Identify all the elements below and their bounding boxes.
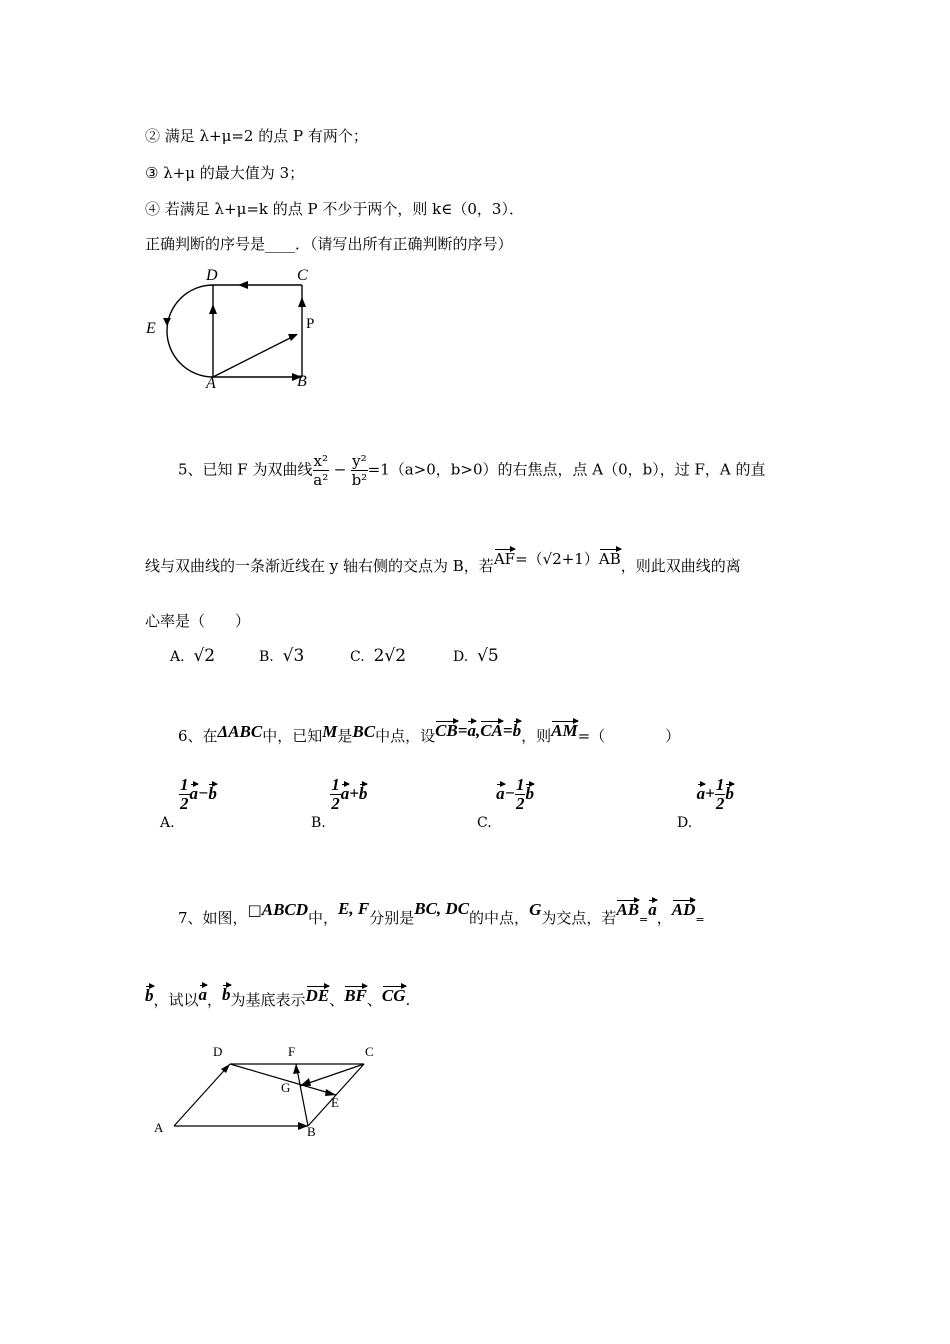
q6-text: 是 <box>337 727 353 745</box>
option-value: 2√2 <box>373 646 407 666</box>
q7-figure <box>150 1040 390 1140</box>
option-label: C. <box>477 814 492 831</box>
q4-item-3: ③ λ+μ 的最大值为 3； <box>145 164 305 182</box>
option-value: √2 <box>193 646 216 666</box>
q7-text: 为基底表示 <box>230 991 306 1009</box>
option-value: √3 <box>282 646 305 666</box>
q6-option-b[interactable] <box>311 775 368 831</box>
q5-line-3: 心率是（ ） <box>145 612 251 630</box>
q7-text: ，试以 <box>153 991 199 1009</box>
vector-b: b <box>208 783 217 803</box>
q4-figure <box>140 262 330 392</box>
vector-CB: CB <box>435 721 458 740</box>
option-label: C. <box>350 649 365 665</box>
q7-line-1 <box>178 899 705 930</box>
label-C: C <box>297 267 308 284</box>
q5-text: =1（a>0，b>0）的右焦点，点 A（0，b），过 F，A 的直 <box>367 460 766 479</box>
vector-b: b <box>725 783 734 803</box>
parallelogram-symbol: □ <box>247 901 262 919</box>
q7-text: ， <box>207 991 223 1009</box>
q5-option-a[interactable] <box>170 646 215 666</box>
vector-AM: AM <box>551 721 578 740</box>
q7-text: 7、如图， <box>178 909 248 927</box>
label-F: F <box>288 1044 296 1059</box>
q5-option-c[interactable] <box>350 646 406 666</box>
label-A: A <box>206 375 216 392</box>
label-E: E <box>331 1095 339 1110</box>
q5-text: =（√2+1） <box>515 550 599 568</box>
op: + <box>705 783 715 803</box>
vector-AD: AD <box>671 900 696 919</box>
q6-vector-def <box>435 721 521 740</box>
q7-text: 、 <box>329 991 345 1009</box>
parallelogram-abcd: ABCD <box>261 900 309 919</box>
op: + <box>349 783 359 803</box>
triangle-abc: ΔABC <box>217 722 263 741</box>
q6-option-c[interactable] <box>477 775 534 831</box>
option-label: B. <box>311 814 326 831</box>
q6-text: 6、在 <box>178 727 218 745</box>
vector-AB: AB <box>598 550 621 568</box>
label-C: C <box>365 1044 374 1059</box>
q5-text: ，则此双曲线的离 <box>620 557 741 575</box>
q6-option-a[interactable] <box>160 775 217 831</box>
q6-option-d[interactable] <box>677 775 734 831</box>
fraction-y2-b2 <box>351 452 368 489</box>
option-label: B. <box>259 649 274 665</box>
frac-num: y² <box>352 452 367 470</box>
q7-text: 的中点， <box>469 909 530 927</box>
q5-line-1 <box>178 452 766 489</box>
q7-text: . <box>405 991 411 1009</box>
comma: , <box>475 721 481 740</box>
frac-num: x² <box>313 452 328 470</box>
q7-text: 中， <box>308 909 339 927</box>
q7-text: 分别是 <box>369 909 415 927</box>
label-D: D <box>213 1044 223 1059</box>
option-label: D. <box>677 814 693 831</box>
q5-text: 5、已知 F 为双曲线 <box>178 460 313 479</box>
vector-b: b <box>525 783 534 803</box>
q7-text: 为交点，若 <box>541 909 617 927</box>
q4-item-4: ④ 若满足 λ+μ=k 的点 P 不少于两个，则 k∈（0，3）． <box>145 200 524 218</box>
vector-BF: BF <box>344 986 367 1005</box>
coef-half: $\frac{1}{2}$ <box>180 775 189 813</box>
vector-AB: AB <box>616 900 640 919</box>
label-D: D <box>206 267 218 284</box>
option-label: D. <box>453 649 469 665</box>
point-m: M <box>322 722 338 741</box>
option-label: A. <box>170 649 185 665</box>
option-label: A. <box>160 814 175 831</box>
q4-item-2: ② 满足 λ+μ=2 的点 P 有两个； <box>145 127 368 145</box>
eq: = <box>502 721 513 740</box>
vector-a: a <box>696 783 706 803</box>
vector-CG: CG <box>381 986 406 1005</box>
vector-CA: CA <box>480 721 503 740</box>
q6-text: 中，已知 <box>262 727 323 745</box>
label-E: E <box>146 320 156 337</box>
label-G: G <box>281 1080 291 1095</box>
vector-a: a <box>496 783 505 803</box>
vector-a: a <box>198 985 208 1004</box>
q6-stem <box>178 721 681 746</box>
eq: = <box>695 913 705 926</box>
q5-text: 线与双曲线的一条渐近线在 y 轴右侧的交点为 B，若 <box>145 557 494 575</box>
segment-bc: BC <box>352 722 376 741</box>
vector-b: b <box>512 721 522 740</box>
q6-text: =（ ） <box>577 727 681 745</box>
vector-a: a <box>189 783 199 803</box>
coef-half: $\frac{1}{2}$ <box>331 775 340 813</box>
vector-b: b <box>358 783 368 803</box>
vector-DE: DE <box>305 986 330 1005</box>
q7-text: ， <box>656 909 672 927</box>
op: − <box>504 783 515 803</box>
q5-option-b[interactable] <box>259 646 304 666</box>
coef-half: $\frac{1}{2}$ <box>515 775 525 813</box>
eq: = <box>639 913 649 926</box>
vector-a: a <box>467 721 476 740</box>
points-e-f: E, F <box>338 899 370 918</box>
frac-den: b² <box>351 471 368 489</box>
label-P: P <box>306 316 315 332</box>
vector-a: a <box>648 900 657 919</box>
label-B: B <box>307 1124 316 1139</box>
point-g: G <box>529 900 542 919</box>
eq: = <box>457 721 468 740</box>
q6-text: ，则 <box>521 727 552 745</box>
q7-text: 、 <box>366 991 382 1009</box>
vector-b: b <box>222 985 231 1004</box>
vector-AF: AF <box>493 550 516 568</box>
q6-text: 中点，设 <box>375 727 436 745</box>
segments-bc-dc: BC, DC <box>414 899 470 918</box>
vector-a: a <box>340 783 350 803</box>
q7-line-2 <box>145 985 411 1010</box>
op: − <box>198 783 209 803</box>
option-value: √5 <box>477 646 499 666</box>
q5-option-d[interactable] <box>453 646 499 666</box>
vector-b: b <box>145 986 154 1005</box>
q5-line-2 <box>145 550 741 576</box>
q4-prompt: 正确判断的序号是____．（请写出所有正确判断的序号） <box>145 235 513 253</box>
coef-half: $\frac{1}{2}$ <box>715 775 725 813</box>
label-A: A <box>154 1120 164 1135</box>
minus-sign: − <box>333 460 347 479</box>
frac-den: a² <box>313 471 329 489</box>
fraction-x2-a2 <box>313 452 329 489</box>
label-B: B <box>297 373 307 390</box>
